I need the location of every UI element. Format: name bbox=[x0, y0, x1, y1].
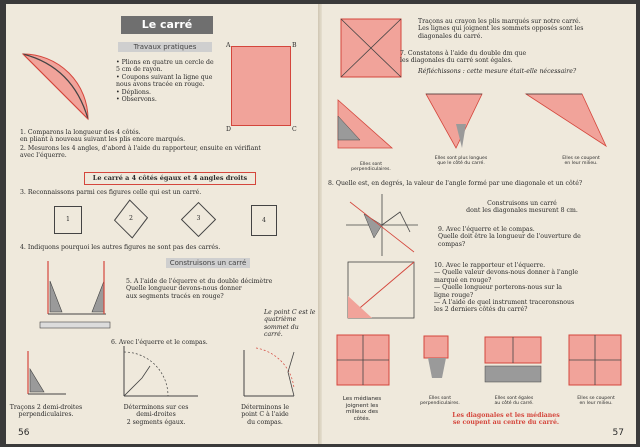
question-9: 9. Avec l'équerre et le compas. Quelle doit être la longueur de l'ouverture de compas? bbox=[438, 226, 581, 248]
diagonals-square bbox=[340, 18, 402, 78]
square-figure bbox=[231, 46, 291, 126]
caption-step-2: Déterminons sur ces demi-droites 2 segments égaux. bbox=[123, 404, 189, 426]
median-fig-3 bbox=[484, 336, 544, 388]
question-5: 5. A l'aide de l'équerre et du double décimètre Quelle longueur devons-nous donner aux segments tracés en rouge? bbox=[126, 278, 273, 300]
vertex-d: D bbox=[226, 126, 231, 133]
caption-g: Elles se coupent en leur milieu. bbox=[577, 396, 615, 407]
figure-2-label: 2 bbox=[129, 215, 133, 222]
question-8: 8. Quelle est, en degrés, la valeur de l'angle formé par une diagonale et un côté? bbox=[328, 180, 583, 187]
caption-c: Elles se coupent en leur milieu. bbox=[562, 156, 600, 167]
page-number-right: 57 bbox=[612, 428, 624, 438]
note-point-c: Le point C est le quatrième sommet du carré. bbox=[264, 309, 316, 339]
median-fig-4 bbox=[568, 334, 624, 386]
construction-step-1 bbox=[20, 349, 70, 399]
rule-box: Le carré a 4 côtés égaux et 4 angles droits bbox=[84, 172, 256, 185]
fold-figure-c bbox=[522, 84, 608, 150]
median-fig-2 bbox=[422, 334, 462, 386]
section-banner: Travaux pratiques bbox=[118, 42, 212, 52]
compass-figure-9 bbox=[344, 192, 420, 258]
construction-step-3 bbox=[236, 342, 306, 402]
caption-b: Elles sont plus longues que le côté du carré. bbox=[434, 156, 488, 167]
question-4: 4. Indiquons pourquoi les autres figures ne sont pas des carrés. bbox=[20, 244, 221, 251]
conclusion: Les diagonales et les médianes se coupent au centre du carré. bbox=[452, 412, 560, 427]
circle-fold-figure bbox=[18, 49, 98, 124]
question-2: 2. Mesurons les 4 angles, d'abord à l'aide du rapporteur, ensuite en vérifiant avec l'équerre. bbox=[20, 145, 261, 160]
caption-step-3: Déterminons le point C à l'aide du compas. bbox=[240, 404, 290, 426]
page-left bbox=[6, 4, 318, 444]
page-title: Le carré bbox=[121, 16, 213, 34]
page-right bbox=[322, 4, 636, 444]
vertex-a: A bbox=[226, 42, 231, 49]
caption-e: Elles sont perpendiculaires. bbox=[420, 396, 460, 407]
intro-text: Traçons au crayon les plis marqués sur notre carré. Les lignes qui joignent les sommets opposés sont les diagonales du carré. bbox=[418, 18, 584, 40]
construct-8cm: Construisons un carré dont les diagonales mesurent 8 cm. bbox=[466, 200, 578, 215]
question-7: 7. Constatons à l'aide du double dm que les diagonales du carré sont égales. bbox=[400, 50, 527, 65]
caption-step-1: Traçons 2 demi-droites perpendiculaires. bbox=[9, 404, 83, 419]
caption-f: Elles sont égales au côté du carré. bbox=[494, 396, 534, 407]
question-3: 3. Reconnaissons parmi ces figures celle qui est un carré. bbox=[20, 189, 202, 196]
vertex-b: B bbox=[292, 42, 297, 49]
construction-step-2 bbox=[114, 344, 204, 402]
steps-text: • Plions en quatre un cercle de 5 cm de rayon. • Coupons suivant la ligne que nous avons tracée en rouge. • Déplions. • Observons. bbox=[116, 59, 214, 104]
median-fig-1 bbox=[336, 334, 390, 386]
question-6: 6. Avec l'équerre et le compas. bbox=[111, 339, 208, 346]
protractor-figure-10 bbox=[346, 260, 418, 322]
figure-3-label: 3 bbox=[196, 215, 201, 222]
figure-1-label: 1 bbox=[66, 216, 70, 223]
figure-4-label: 4 bbox=[262, 217, 266, 224]
vertex-c: C bbox=[292, 126, 297, 133]
fold-figure-a bbox=[334, 96, 396, 152]
caption-d: Les médianes joignent les milieux des côtés. bbox=[342, 396, 382, 422]
fold-figure-b bbox=[422, 84, 492, 152]
page-number-left: 56 bbox=[18, 428, 30, 438]
construction-ruler-figure bbox=[38, 256, 114, 336]
question-1: 1. Comparons la longueur des 4 côtés. en pliant à nouveau suivant les plis encore marqués. bbox=[20, 129, 186, 144]
reflect-text: Réfléchissons : cette mesure était-elle nécessaire? bbox=[418, 68, 577, 75]
question-10: 10. Avec le rapporteur et l'équerre. — Quelle valeur devons-nous donner à l'angle marqué en rouge? — Quelle longueur porterons-nous sur la ligne rouge? — A l'aide de quel instrument traceronsnous les 2 derniers côtés du carré? bbox=[434, 262, 578, 314]
caption-a: Elles sont perpendiculaires. bbox=[351, 162, 391, 173]
construct-banner: Construisons un carré bbox=[166, 258, 250, 268]
